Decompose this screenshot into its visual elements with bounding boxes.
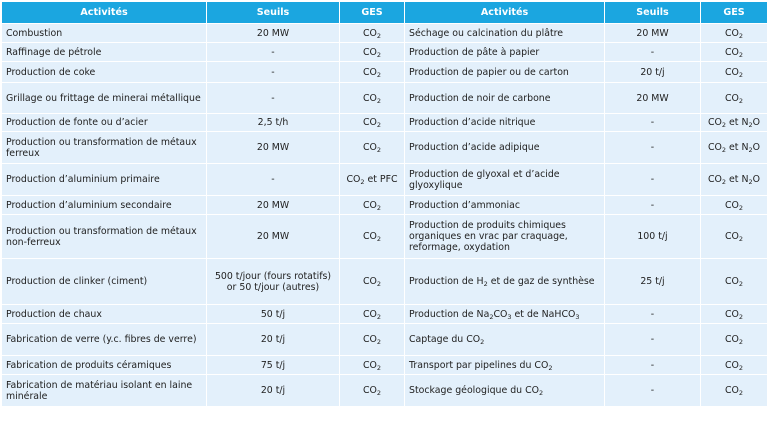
seuil-text: 20 MW [636, 27, 669, 39]
ges-subscript: 2 [376, 121, 382, 129]
cell-ges [340, 114, 405, 132]
cell-seuil [605, 305, 701, 324]
ges-subscript: 2 [748, 146, 753, 154]
cell-seuil [207, 62, 340, 83]
ges-text: CO [362, 66, 377, 78]
cell-activite [405, 259, 605, 305]
cell-ges [340, 196, 405, 215]
cell-seuil [207, 114, 340, 132]
ges-text: CO [362, 46, 377, 58]
cell-ges [701, 114, 768, 132]
ges-text: CO [362, 359, 377, 371]
cell-seuil [605, 215, 701, 259]
seuil-text: 500 t/jour (fours rotatifs) or 50 t/jour (autres) [214, 270, 332, 293]
seuil-text: - [271, 66, 275, 78]
ges-subscript: 2 [376, 312, 382, 321]
cell-activite [2, 324, 207, 356]
ges-text: CO [724, 276, 739, 287]
cell-activite [2, 215, 207, 259]
ges-subscript: 2 [738, 280, 744, 288]
ges-text: CO [724, 199, 739, 211]
cell-ges [701, 305, 768, 324]
seuil-text: 20 MW [636, 92, 669, 104]
header-activites-2: Activités [405, 2, 605, 24]
cell-ges [701, 24, 768, 43]
ges-subscript: 2 [721, 121, 727, 129]
cell-activite [405, 215, 605, 259]
cell-activite [405, 324, 605, 356]
ges-subscript: 2 [738, 31, 744, 40]
ges-text: CO [724, 27, 739, 39]
table-row [2, 62, 768, 83]
cell-activite [2, 114, 207, 132]
cell-ges [701, 43, 768, 62]
ges-text: CO [724, 92, 739, 104]
cell-ges [340, 24, 405, 43]
activite-text: Raffinage de pétrole [6, 46, 102, 58]
table-row [2, 43, 768, 62]
cell-activite [405, 24, 605, 43]
ges-subscript: 2 [376, 50, 382, 59]
cell-seuil [605, 43, 701, 62]
ges-subscript: 2 [376, 70, 382, 79]
ges-text: CO [707, 117, 722, 128]
ges-text: CO [362, 276, 377, 287]
table-row [2, 83, 768, 114]
ges-text: CO [707, 174, 722, 185]
cell-seuil [605, 114, 701, 132]
cell-ges [340, 324, 405, 356]
ges-subscript: 2 [376, 389, 382, 397]
cell-activite [2, 375, 207, 407]
seuil-text: - [650, 199, 655, 211]
ges-subscript: 2 [360, 178, 365, 186]
cell-activite [405, 83, 605, 114]
activite-text: Grillage ou frittage de minerai métallique [6, 92, 201, 104]
header-ges: GES [340, 2, 405, 24]
cell-activite [405, 164, 605, 196]
ges-subscript: 2 [738, 203, 744, 212]
cell-ges [340, 132, 405, 164]
cell-seuil [207, 132, 340, 164]
activite-text: Production de chaux [6, 308, 102, 320]
ges-text-mid: et N [726, 142, 749, 153]
cell-activite [405, 132, 605, 164]
ges-text: CO [724, 66, 739, 78]
activite-text: Production de clinker (ciment) [6, 276, 148, 287]
ges-text-mid: et N [726, 174, 749, 185]
seuil-text: 75 t/j [260, 359, 286, 371]
table-row [2, 24, 768, 43]
ges-subscript: 2 [376, 235, 382, 243]
cell-activite [405, 43, 605, 62]
ges-subscript: 2 [721, 146, 727, 154]
activite-text: Production de papier ou de carton [409, 66, 569, 78]
ges-text: CO [362, 231, 377, 242]
activite-text: Captage du CO [409, 334, 481, 345]
cell-ges [340, 215, 405, 259]
activite-text: Production de Na [409, 308, 490, 320]
cell-seuil [207, 356, 340, 375]
activite-text: Production de pâte à papier [409, 46, 540, 58]
cell-seuil [605, 196, 701, 215]
header-seuils: Seuils [207, 2, 340, 24]
ges-subscript: 2 [376, 146, 382, 154]
cell-seuil [605, 132, 701, 164]
ges-text: CO [362, 334, 377, 345]
cell-seuil [605, 83, 701, 114]
seuil-text: - [650, 142, 655, 153]
ges-subscript: 2 [738, 312, 744, 321]
cell-activite [405, 114, 605, 132]
ges-subscript: 2 [376, 280, 382, 288]
cell-seuil [207, 83, 340, 114]
activite-text: Production de coke [6, 66, 96, 78]
cell-ges [701, 259, 768, 305]
activite-text-end: CO [493, 308, 508, 320]
activite-text: Combustion [6, 27, 63, 39]
seuil-text: - [650, 385, 655, 396]
cell-activite [2, 43, 207, 62]
cell-activite [2, 356, 207, 375]
activite-text: Production d’ammoniac [409, 199, 520, 211]
cell-activite [405, 62, 605, 83]
seuil-text: 100 t/j [637, 231, 668, 242]
table-row [2, 356, 768, 375]
ges-text: CO [707, 142, 722, 153]
activite-text: Production de noir de carbone [409, 92, 551, 104]
ges-text-mid: et N [726, 117, 749, 128]
cell-seuil [207, 24, 340, 43]
table-row [2, 305, 768, 324]
cell-seuil [207, 164, 340, 196]
activite-subscript: 2 [489, 312, 494, 321]
ges-subscript: 2 [738, 235, 744, 243]
seuil-text: - [271, 46, 275, 58]
cell-activite [405, 356, 605, 375]
seuil-text: - [271, 174, 275, 185]
seuil-text: - [650, 46, 655, 58]
ges-text: CO [724, 359, 739, 371]
cell-ges [340, 305, 405, 324]
activite-text-end: et de gaz de synthèse [487, 276, 595, 287]
cell-activite [2, 83, 207, 114]
header-activites: Activités [2, 2, 207, 24]
activite-text: Fabrication de matériau isolant en laine minérale [6, 379, 193, 402]
cell-ges [701, 196, 768, 215]
seuil-text: 20 MW [256, 142, 290, 153]
ges-subscript: 2 [376, 338, 382, 346]
cell-activite [2, 132, 207, 164]
cell-seuil [207, 215, 340, 259]
table-row [2, 215, 768, 259]
ges-text: CO [724, 385, 739, 396]
ges-text: CO [724, 308, 739, 320]
cell-activite [2, 24, 207, 43]
cell-ges [340, 43, 405, 62]
cell-activite [405, 305, 605, 324]
seuil-text: 20 t/j [260, 334, 286, 345]
ges-activities-table [1, 1, 768, 407]
cell-seuil [207, 305, 340, 324]
ges-subscript: 2 [376, 96, 382, 105]
cell-ges [340, 83, 405, 114]
table-body [2, 24, 768, 407]
cell-activite [2, 305, 207, 324]
table-row [2, 164, 768, 196]
cell-ges [340, 259, 405, 305]
ges-subscript: 2 [738, 70, 744, 79]
activite-subscript: 2 [548, 363, 553, 372]
header-seuils-2: Seuils [605, 2, 701, 24]
ges-text: CO [346, 174, 361, 185]
ges-text-end: O [752, 174, 761, 185]
cell-ges [340, 62, 405, 83]
activite-text: Production d’acide nitrique [409, 117, 536, 128]
seuil-text: - [650, 117, 655, 128]
seuil-text: 50 t/j [260, 308, 286, 320]
cell-activite [2, 196, 207, 215]
ges-text: CO [724, 46, 739, 58]
seuil-text: 20 MW [256, 231, 290, 242]
table-row [2, 324, 768, 356]
activite-text: Production ou transformation de métaux non-ferreux [6, 225, 197, 248]
activite-subscript: 2 [483, 280, 488, 288]
seuil-text: 20 MW [256, 199, 290, 211]
cell-seuil [207, 196, 340, 215]
cell-ges [701, 215, 768, 259]
seuil-text: 25 t/j [640, 276, 665, 287]
ges-text: CO [362, 308, 377, 320]
table-row [2, 375, 768, 407]
ges-text: CO [362, 117, 377, 128]
cell-ges [701, 164, 768, 196]
seuil-text: - [650, 359, 655, 371]
table-row [2, 132, 768, 164]
ges-subscript: 2 [376, 363, 382, 372]
cell-ges [701, 324, 768, 356]
cell-seuil [605, 259, 701, 305]
cell-ges [701, 132, 768, 164]
ges-text: CO [362, 92, 377, 104]
cell-activite [405, 375, 605, 407]
ges-text: CO [362, 199, 377, 211]
header-row [2, 2, 768, 24]
cell-seuil [207, 324, 340, 356]
ges-text: CO [362, 385, 377, 396]
activite-text: Séchage ou calcination du plâtre [409, 27, 564, 39]
cell-activite [2, 164, 207, 196]
seuil-text: 2,5 t/h [257, 117, 289, 128]
seuil-text: - [650, 334, 655, 345]
cell-seuil [605, 62, 701, 83]
activite-text-end: et de NaHCO [511, 308, 576, 320]
cell-ges [340, 356, 405, 375]
cell-ges [701, 62, 768, 83]
activite-text: Production ou transformation de métaux ferreux [6, 136, 197, 159]
ges-subscript: 2 [738, 50, 744, 59]
cell-seuil [207, 375, 340, 407]
seuil-text: 20 t/j [640, 66, 665, 78]
activite-text: Production de glyoxal et d’acide glyoxylique [409, 168, 560, 191]
seuil-text: 20 MW [256, 27, 290, 39]
activite-text: Production de fonte ou d’acier [6, 117, 148, 128]
activite-subscript: 2 [480, 338, 485, 346]
activite-text: Fabrication de verre (y.c. fibres de verre) [6, 334, 197, 345]
activite-text: Production de H [409, 276, 484, 287]
ges-text-end: O [752, 117, 761, 128]
seuil-text: - [271, 92, 275, 104]
ges-subscript: 2 [738, 363, 744, 372]
ges-subscript: 2 [738, 96, 744, 105]
ges-text-mid: et PFC [364, 174, 398, 185]
ges-text: CO [724, 334, 739, 345]
cell-activite [2, 259, 207, 305]
cell-ges [701, 83, 768, 114]
activite-text: Production d’aluminium primaire [6, 174, 160, 185]
activite-text: Production de produits chimiques organiques en vrac par craquage, reformage, oxydation [409, 220, 568, 253]
table-row [2, 259, 768, 305]
activite-text: Fabrication de produits céramiques [6, 359, 172, 371]
ges-text: CO [362, 27, 377, 39]
table-row [2, 114, 768, 132]
cell-ges [340, 164, 405, 196]
ges-subscript: 2 [376, 31, 382, 40]
activite-text: Transport par pipelines du CO [409, 359, 549, 371]
cell-seuil [605, 324, 701, 356]
cell-seuil [605, 375, 701, 407]
cell-seuil [605, 164, 701, 196]
cell-ges [340, 375, 405, 407]
header-ges-2: GES [701, 2, 768, 24]
activite-text: Production d’acide adipique [409, 142, 540, 153]
ges-text-end: O [752, 142, 761, 153]
cell-activite [2, 62, 207, 83]
ges-subscript: 2 [376, 203, 382, 212]
cell-seuil [605, 24, 701, 43]
ges-text: CO [724, 231, 739, 242]
cell-ges [701, 356, 768, 375]
cell-ges [701, 375, 768, 407]
activite-subscript: 3 [507, 312, 512, 321]
activite-subscript: 2 [539, 389, 544, 397]
ges-subscript: 2 [738, 389, 744, 397]
ges-subscript: 2 [748, 178, 753, 186]
seuil-text: - [650, 308, 655, 320]
ges-subscript: 2 [721, 178, 727, 186]
cell-seuil [207, 259, 340, 305]
cell-seuil [605, 356, 701, 375]
seuil-text: 20 t/j [260, 385, 286, 396]
cell-activite [405, 196, 605, 215]
ges-subscript: 2 [738, 338, 744, 346]
cell-seuil [207, 43, 340, 62]
table-row [2, 196, 768, 215]
activite-subscript: 3 [575, 312, 580, 321]
activite-text: Stockage géologique du CO [409, 385, 540, 396]
seuil-text: - [650, 174, 655, 185]
ges-text: CO [362, 142, 377, 153]
ges-subscript: 2 [748, 121, 753, 129]
activite-text: Production d’aluminium secondaire [6, 199, 172, 211]
